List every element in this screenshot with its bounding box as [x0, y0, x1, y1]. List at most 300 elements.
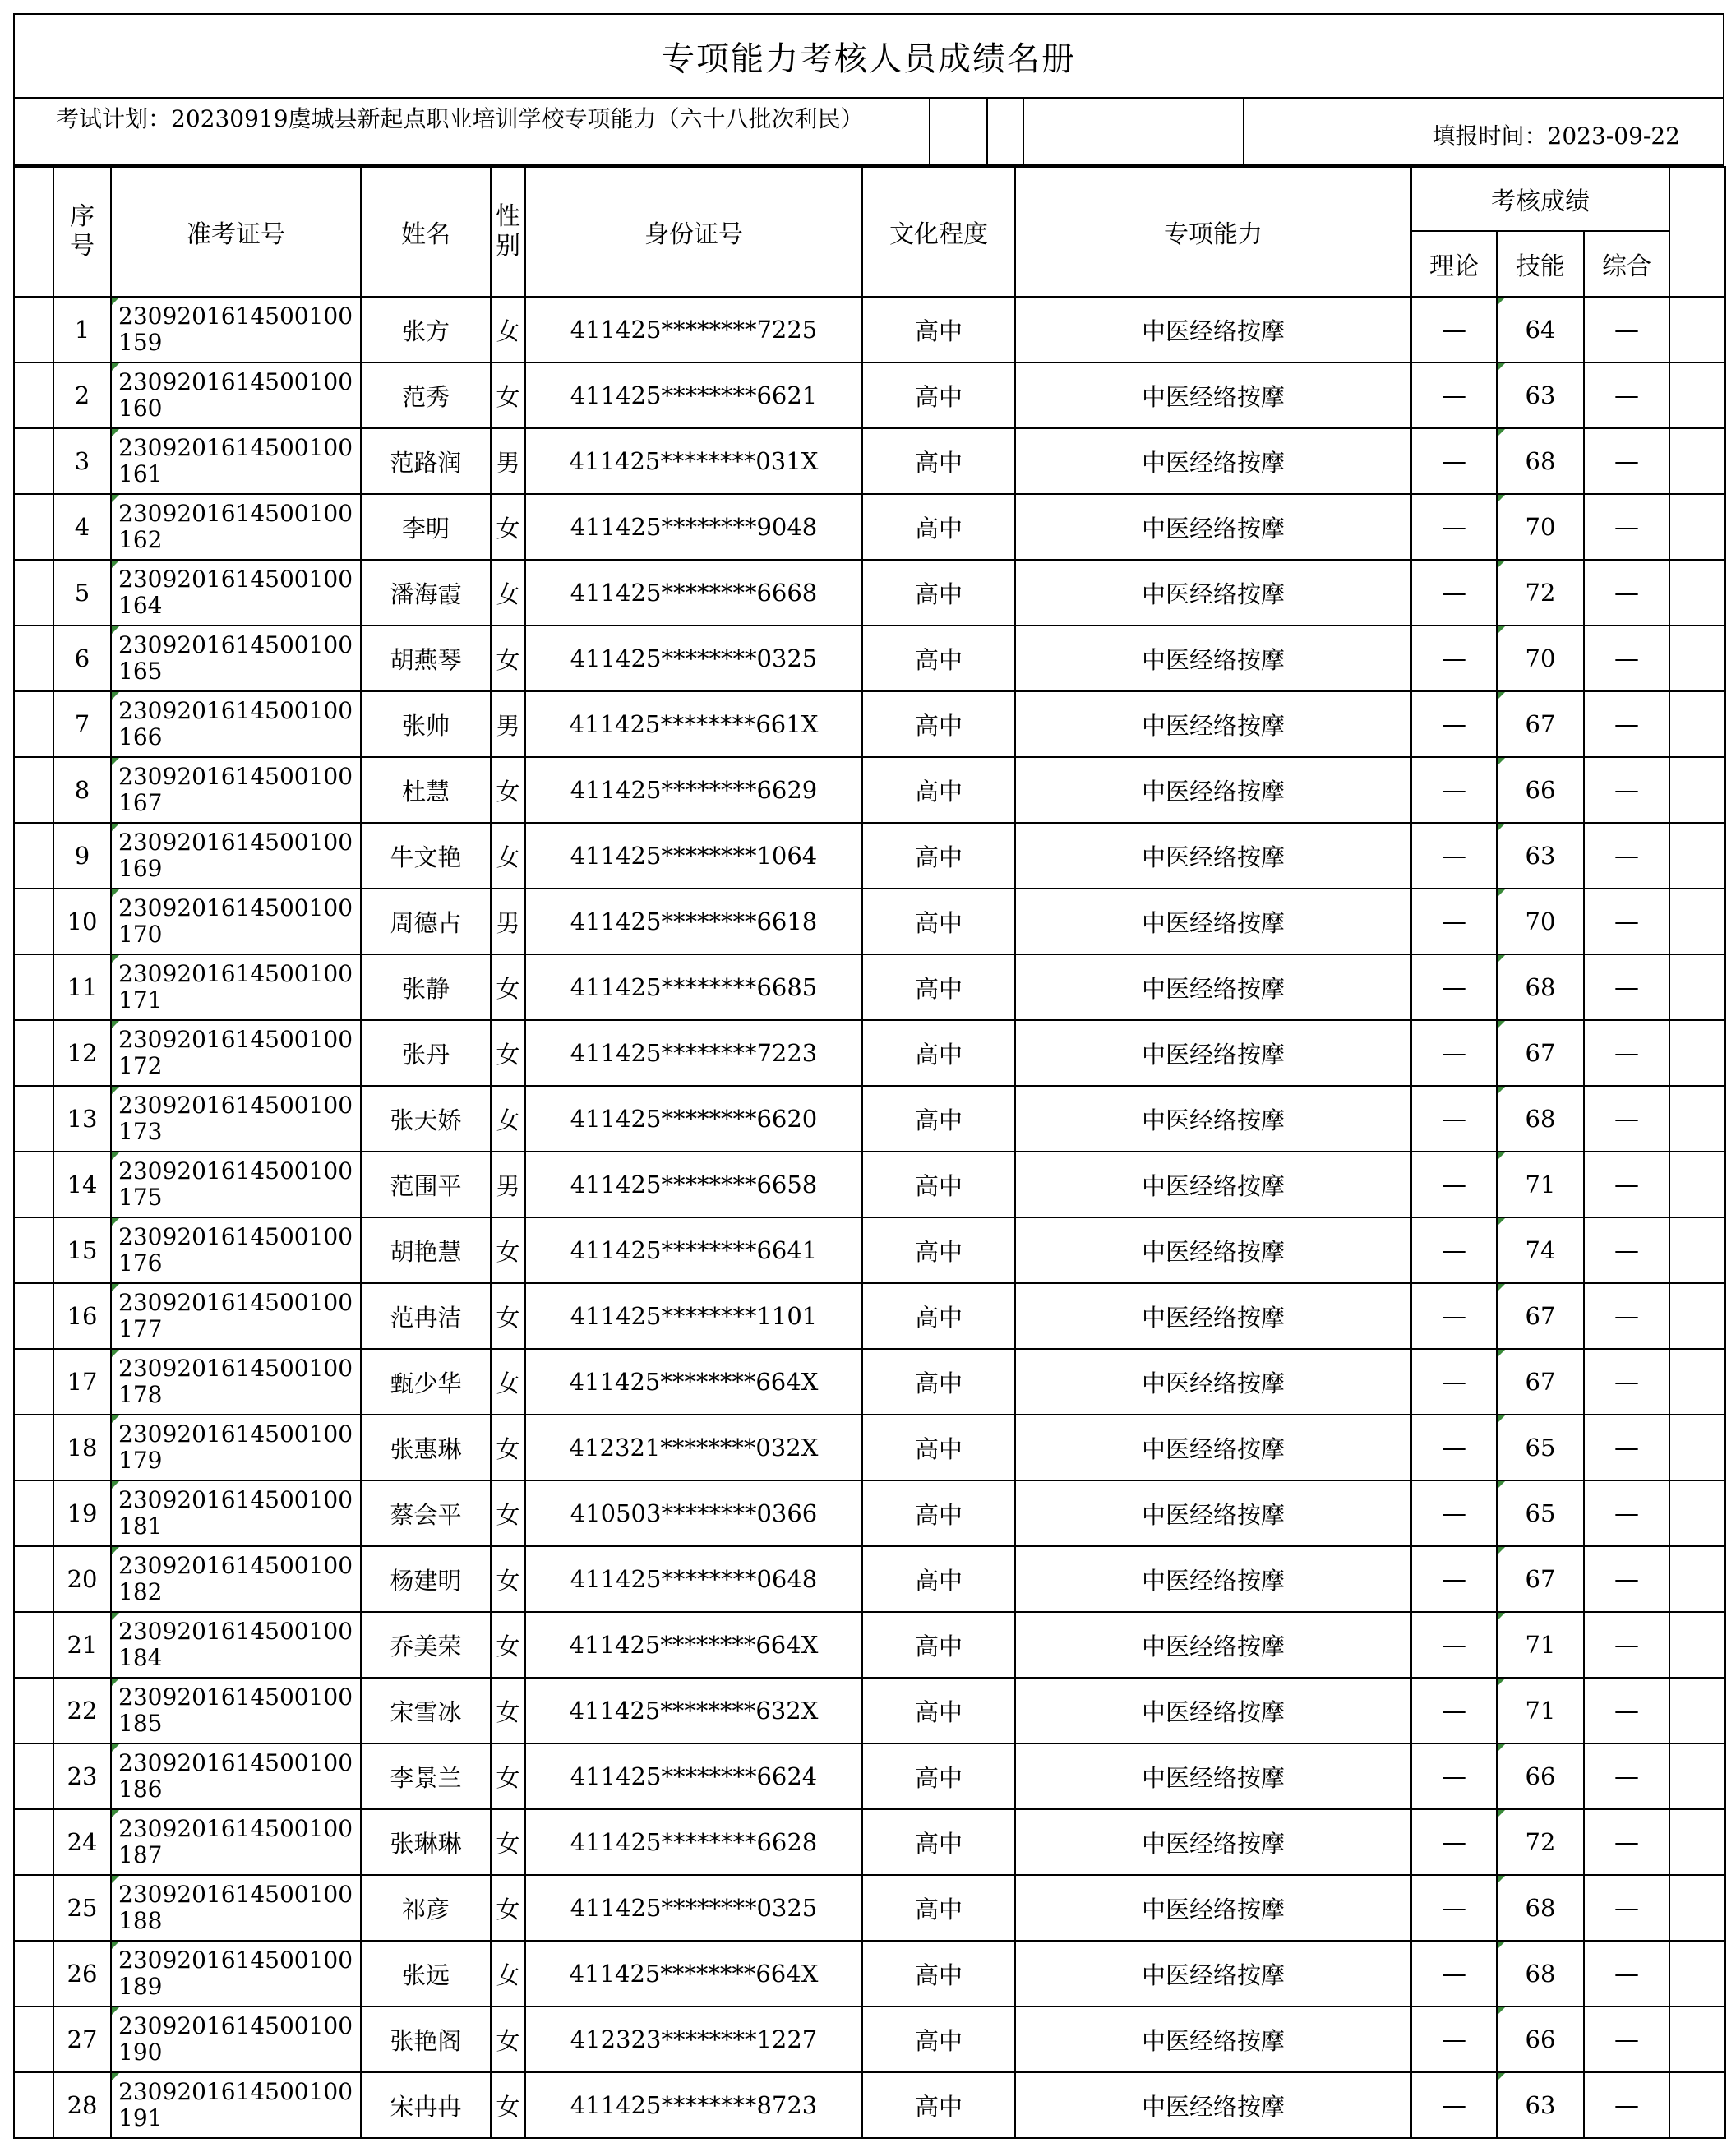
cell-ticket: 2309201614500100170 — [111, 889, 361, 954]
cell-name: 胡艳慧 — [361, 1217, 491, 1283]
cell-major: 中医经络按摩 — [1015, 1020, 1411, 1086]
cell-overall: — — [1584, 1152, 1669, 1217]
cell-name: 甄少华 — [361, 1349, 491, 1415]
cell-seq: 19 — [53, 1480, 111, 1546]
cell-skill: 63 — [1497, 2072, 1584, 2138]
cell-skill: 67 — [1497, 1349, 1584, 1415]
cell-skill: 64 — [1497, 297, 1584, 363]
cell-seq: 9 — [53, 823, 111, 889]
cell-edu: 高中 — [862, 823, 1015, 889]
cell-sex: 女 — [491, 560, 525, 626]
cell-overall: — — [1584, 1349, 1669, 1415]
header-theory: 理论 — [1411, 231, 1497, 297]
cell-edu: 高中 — [862, 2072, 1015, 2138]
cell-ticket: 2309201614500100164 — [111, 560, 361, 626]
cell-overall: — — [1584, 691, 1669, 757]
cell-name: 李景兰 — [361, 1743, 491, 1809]
cell-major: 中医经络按摩 — [1015, 297, 1411, 363]
blank-cell — [14, 691, 53, 757]
cell-sex: 女 — [491, 1612, 525, 1678]
blank-cell — [1669, 889, 1725, 954]
blank-cell — [1669, 2007, 1725, 2072]
cell-edu: 高中 — [862, 1941, 1015, 2007]
blank-cell — [1669, 1349, 1725, 1415]
cell-ticket: 2309201614500100173 — [111, 1086, 361, 1152]
blank-cell — [1669, 167, 1725, 297]
cell-seq: 22 — [53, 1678, 111, 1743]
table-row — [14, 757, 1725, 823]
blank-cell — [1669, 1020, 1725, 1086]
cell-seq: 16 — [53, 1283, 111, 1349]
cell-edu: 高中 — [862, 2007, 1015, 2072]
table-row — [14, 626, 1725, 691]
cell-overall: — — [1584, 889, 1669, 954]
divider — [1023, 99, 1024, 164]
blank-cell — [14, 1086, 53, 1152]
cell-edu: 高中 — [862, 1349, 1015, 1415]
cell-edu: 高中 — [862, 1415, 1015, 1480]
cell-theory: — — [1411, 1612, 1497, 1678]
blank-cell — [14, 1415, 53, 1480]
cell-id: 411425********1064 — [525, 823, 862, 889]
cell-seq: 10 — [53, 889, 111, 954]
blank-cell — [1669, 1678, 1725, 1743]
header-major: 专项能力 — [1015, 167, 1411, 297]
cell-skill: 70 — [1497, 494, 1584, 560]
cell-sex: 女 — [491, 954, 525, 1020]
cell-major: 中医经络按摩 — [1015, 2072, 1411, 2138]
blank-cell — [1669, 1809, 1725, 1875]
cell-overall: — — [1584, 1415, 1669, 1480]
blank-cell — [1669, 1415, 1725, 1480]
blank-cell — [14, 1875, 53, 1941]
cell-major: 中医经络按摩 — [1015, 1809, 1411, 1875]
cell-id: 411425********6618 — [525, 889, 862, 954]
blank-cell — [14, 1283, 53, 1349]
cell-name: 张琳琳 — [361, 1809, 491, 1875]
cell-overall: — — [1584, 757, 1669, 823]
cell-skill: 67 — [1497, 1020, 1584, 1086]
blank-cell — [1669, 1941, 1725, 2007]
cell-seq: 27 — [53, 2007, 111, 2072]
cell-major: 中医经络按摩 — [1015, 626, 1411, 691]
cell-skill: 71 — [1497, 1152, 1584, 1217]
cell-seq: 8 — [53, 757, 111, 823]
table-row — [14, 1152, 1725, 1217]
cell-ticket: 2309201614500100167 — [111, 757, 361, 823]
cell-name: 潘海霞 — [361, 560, 491, 626]
cell-edu: 高中 — [862, 691, 1015, 757]
cell-skill: 70 — [1497, 889, 1584, 954]
cell-seq: 25 — [53, 1875, 111, 1941]
fill-time: 填报时间：2023-09-22 — [1432, 122, 1680, 150]
cell-name: 张远 — [361, 1941, 491, 2007]
blank-cell — [1669, 823, 1725, 889]
cell-id: 412323********1227 — [525, 2007, 862, 2072]
cell-ticket: 2309201614500100189 — [111, 1941, 361, 2007]
cell-theory: — — [1411, 1415, 1497, 1480]
exam-plan-label: 考试计划：20230919虞城县新起点职业培训学校专项能力（六十八批次利民） — [56, 105, 864, 132]
page-title: 专项能力考核人员成绩名册 — [13, 13, 1724, 99]
cell-overall: — — [1584, 823, 1669, 889]
cell-major: 中医经络按摩 — [1015, 1283, 1411, 1349]
cell-skill: 67 — [1497, 691, 1584, 757]
cell-sex: 女 — [491, 1020, 525, 1086]
cell-theory: — — [1411, 1941, 1497, 2007]
cell-skill: 74 — [1497, 1217, 1584, 1283]
cell-sex: 女 — [491, 494, 525, 560]
cell-sex: 女 — [491, 823, 525, 889]
cell-edu: 高中 — [862, 757, 1015, 823]
cell-major: 中医经络按摩 — [1015, 823, 1411, 889]
cell-seq: 13 — [53, 1086, 111, 1152]
cell-major: 中医经络按摩 — [1015, 954, 1411, 1020]
cell-edu: 高中 — [862, 1743, 1015, 1809]
cell-skill: 65 — [1497, 1480, 1584, 1546]
table-row — [14, 428, 1725, 494]
cell-theory: — — [1411, 1020, 1497, 1086]
cell-seq: 18 — [53, 1415, 111, 1480]
blank-cell — [1669, 1743, 1725, 1809]
cell-seq: 7 — [53, 691, 111, 757]
cell-edu: 高中 — [862, 560, 1015, 626]
cell-ticket: 2309201614500100176 — [111, 1217, 361, 1283]
cell-id: 411425********664X — [525, 1612, 862, 1678]
cell-name: 范路润 — [361, 428, 491, 494]
cell-name: 祁彦 — [361, 1875, 491, 1941]
blank-cell — [1669, 757, 1725, 823]
table-row — [14, 297, 1725, 363]
cell-theory: — — [1411, 1349, 1497, 1415]
cell-major: 中医经络按摩 — [1015, 691, 1411, 757]
cell-edu: 高中 — [862, 494, 1015, 560]
cell-major: 中医经络按摩 — [1015, 1152, 1411, 1217]
cell-skill: 65 — [1497, 1415, 1584, 1480]
cell-major: 中医经络按摩 — [1015, 1743, 1411, 1809]
cell-theory: — — [1411, 1152, 1497, 1217]
cell-edu: 高中 — [862, 428, 1015, 494]
cell-id: 411425********7225 — [525, 297, 862, 363]
header-edu: 文化程度 — [862, 167, 1015, 297]
cell-major: 中医经络按摩 — [1015, 1480, 1411, 1546]
cell-name: 李明 — [361, 494, 491, 560]
cell-seq: 5 — [53, 560, 111, 626]
cell-theory: — — [1411, 1875, 1497, 1941]
cell-overall: — — [1584, 494, 1669, 560]
cell-edu: 高中 — [862, 1612, 1015, 1678]
table-row — [14, 823, 1725, 889]
blank-cell — [14, 2072, 53, 2138]
cell-id: 411425********7223 — [525, 1020, 862, 1086]
cell-id: 411425********6685 — [525, 954, 862, 1020]
cell-seq: 1 — [53, 297, 111, 363]
cell-overall: — — [1584, 1743, 1669, 1809]
cell-skill: 63 — [1497, 823, 1584, 889]
cell-name: 杨建明 — [361, 1546, 491, 1612]
header-skill: 技能 — [1497, 231, 1584, 297]
cell-sex: 女 — [491, 297, 525, 363]
cell-theory: — — [1411, 363, 1497, 428]
blank-cell — [1669, 1283, 1725, 1349]
cell-edu: 高中 — [862, 1809, 1015, 1875]
cell-ticket: 2309201614500100187 — [111, 1809, 361, 1875]
cell-overall: — — [1584, 954, 1669, 1020]
blank-cell — [14, 889, 53, 954]
cell-overall: — — [1584, 363, 1669, 428]
cell-theory: — — [1411, 691, 1497, 757]
cell-ticket: 2309201614500100166 — [111, 691, 361, 757]
blank-cell — [14, 1152, 53, 1217]
cell-sex: 女 — [491, 1480, 525, 1546]
cell-skill: 72 — [1497, 1809, 1584, 1875]
cell-major: 中医经络按摩 — [1015, 428, 1411, 494]
cell-edu: 高中 — [862, 954, 1015, 1020]
cell-seq: 4 — [53, 494, 111, 560]
cell-sex: 女 — [491, 1941, 525, 2007]
cell-major: 中医经络按摩 — [1015, 1546, 1411, 1612]
cell-major: 中医经络按摩 — [1015, 1217, 1411, 1283]
header-name: 姓名 — [361, 167, 491, 297]
cell-skill: 72 — [1497, 560, 1584, 626]
cell-id: 412321********032X — [525, 1415, 862, 1480]
divider — [929, 99, 930, 164]
blank-cell — [14, 1480, 53, 1546]
blank-cell — [14, 1020, 53, 1086]
cell-seq: 20 — [53, 1546, 111, 1612]
table-row — [14, 2007, 1725, 2072]
cell-name: 范冉洁 — [361, 1283, 491, 1349]
cell-ticket: 2309201614500100177 — [111, 1283, 361, 1349]
cell-sex: 女 — [491, 1809, 525, 1875]
cell-seq: 28 — [53, 2072, 111, 2138]
cell-skill: 67 — [1497, 1546, 1584, 1612]
divider — [1243, 99, 1244, 164]
cell-theory: — — [1411, 428, 1497, 494]
cell-seq: 6 — [53, 626, 111, 691]
cell-ticket: 2309201614500100186 — [111, 1743, 361, 1809]
cell-sex: 女 — [491, 1546, 525, 1612]
cell-overall: — — [1584, 1480, 1669, 1546]
cell-seq: 21 — [53, 1612, 111, 1678]
cell-name: 杜慧 — [361, 757, 491, 823]
cell-major: 中医经络按摩 — [1015, 1086, 1411, 1152]
blank-cell — [14, 167, 53, 297]
cell-skill: 66 — [1497, 757, 1584, 823]
cell-sex: 男 — [491, 1152, 525, 1217]
cell-sex: 女 — [491, 363, 525, 428]
table-row — [14, 1217, 1725, 1283]
blank-cell — [1669, 1086, 1725, 1152]
cell-name: 胡燕琴 — [361, 626, 491, 691]
cell-sex: 女 — [491, 1217, 525, 1283]
cell-name: 周德占 — [361, 889, 491, 954]
cell-name: 蔡会平 — [361, 1480, 491, 1546]
cell-major: 中医经络按摩 — [1015, 1349, 1411, 1415]
cell-edu: 高中 — [862, 297, 1015, 363]
blank-cell — [14, 494, 53, 560]
cell-name: 牛文艳 — [361, 823, 491, 889]
cell-overall: — — [1584, 297, 1669, 363]
cell-major: 中医经络按摩 — [1015, 1415, 1411, 1480]
cell-overall: — — [1584, 2007, 1669, 2072]
table-row — [14, 1283, 1725, 1349]
cell-major: 中医经络按摩 — [1015, 757, 1411, 823]
cell-id: 411425********664X — [525, 1941, 862, 2007]
cell-skill: 70 — [1497, 626, 1584, 691]
cell-overall: — — [1584, 560, 1669, 626]
cell-ticket: 2309201614500100171 — [111, 954, 361, 1020]
cell-theory: — — [1411, 626, 1497, 691]
cell-overall: — — [1584, 1678, 1669, 1743]
cell-edu: 高中 — [862, 626, 1015, 691]
cell-theory: — — [1411, 2007, 1497, 2072]
cell-ticket: 2309201614500100162 — [111, 494, 361, 560]
cell-overall: — — [1584, 626, 1669, 691]
blank-cell — [14, 1809, 53, 1875]
cell-theory: — — [1411, 1283, 1497, 1349]
cell-overall: — — [1584, 428, 1669, 494]
cell-major: 中医经络按摩 — [1015, 363, 1411, 428]
header-overall: 综合 — [1584, 231, 1669, 297]
divider — [986, 99, 988, 164]
table-row — [14, 1480, 1725, 1546]
table-row — [14, 1875, 1725, 1941]
cell-seq: 14 — [53, 1152, 111, 1217]
cell-skill: 68 — [1497, 428, 1584, 494]
cell-ticket: 2309201614500100179 — [111, 1415, 361, 1480]
blank-cell — [14, 626, 53, 691]
cell-skill: 68 — [1497, 954, 1584, 1020]
table-row — [14, 889, 1725, 954]
cell-id: 411425********632X — [525, 1678, 862, 1743]
roster-sheet — [13, 13, 1724, 2139]
cell-overall: — — [1584, 2072, 1669, 2138]
table-row — [14, 691, 1725, 757]
blank-cell — [14, 1678, 53, 1743]
cell-name: 宋雪冰 — [361, 1678, 491, 1743]
blank-cell — [1669, 1612, 1725, 1678]
cell-theory: — — [1411, 297, 1497, 363]
cell-seq: 2 — [53, 363, 111, 428]
cell-ticket: 2309201614500100165 — [111, 626, 361, 691]
score-table — [13, 166, 1726, 2139]
blank-cell — [14, 363, 53, 428]
blank-cell — [14, 1546, 53, 1612]
cell-ticket: 2309201614500100178 — [111, 1349, 361, 1415]
blank-cell — [14, 1941, 53, 2007]
cell-name: 张惠琳 — [361, 1415, 491, 1480]
cell-name: 张艳阁 — [361, 2007, 491, 2072]
header-sex: 性别 — [491, 167, 525, 297]
blank-cell — [14, 823, 53, 889]
cell-major: 中医经络按摩 — [1015, 1875, 1411, 1941]
cell-ticket: 2309201614500100169 — [111, 823, 361, 889]
cell-seq: 11 — [53, 954, 111, 1020]
cell-skill: 66 — [1497, 2007, 1584, 2072]
cell-ticket: 2309201614500100160 — [111, 363, 361, 428]
cell-id: 411425********6620 — [525, 1086, 862, 1152]
cell-overall: — — [1584, 1217, 1669, 1283]
cell-major: 中医经络按摩 — [1015, 1941, 1411, 2007]
cell-overall: — — [1584, 1283, 1669, 1349]
cell-id: 411425********6658 — [525, 1152, 862, 1217]
cell-theory: — — [1411, 1809, 1497, 1875]
cell-name: 张丹 — [361, 1020, 491, 1086]
cell-edu: 高中 — [862, 363, 1015, 428]
cell-edu: 高中 — [862, 1283, 1015, 1349]
cell-sex: 女 — [491, 757, 525, 823]
cell-overall: — — [1584, 1809, 1669, 1875]
header-id: 身份证号 — [525, 167, 862, 297]
blank-cell — [14, 297, 53, 363]
cell-id: 411425********664X — [525, 1349, 862, 1415]
cell-id: 411425********031X — [525, 428, 862, 494]
cell-ticket: 2309201614500100184 — [111, 1612, 361, 1678]
blank-cell — [1669, 954, 1725, 1020]
table-row — [14, 494, 1725, 560]
cell-theory: — — [1411, 2072, 1497, 2138]
cell-sex: 女 — [491, 1283, 525, 1349]
cell-ticket: 2309201614500100172 — [111, 1020, 361, 1086]
cell-name: 范围平 — [361, 1152, 491, 1217]
cell-sex: 女 — [491, 626, 525, 691]
table-row — [14, 363, 1725, 428]
cell-edu: 高中 — [862, 1875, 1015, 1941]
cell-name: 宋冉冉 — [361, 2072, 491, 2138]
cell-seq: 3 — [53, 428, 111, 494]
cell-name: 张天娇 — [361, 1086, 491, 1152]
table-row — [14, 1086, 1725, 1152]
blank-cell — [1669, 494, 1725, 560]
cell-major: 中医经络按摩 — [1015, 1678, 1411, 1743]
cell-edu: 高中 — [862, 1086, 1015, 1152]
table-row — [14, 1809, 1725, 1875]
cell-sex: 男 — [491, 428, 525, 494]
cell-sex: 女 — [491, 1415, 525, 1480]
cell-id: 411425********6624 — [525, 1743, 862, 1809]
blank-cell — [14, 1612, 53, 1678]
cell-id: 411425********0325 — [525, 1875, 862, 1941]
cell-overall: — — [1584, 1086, 1669, 1152]
cell-sex: 女 — [491, 1086, 525, 1152]
cell-ticket: 2309201614500100188 — [111, 1875, 361, 1941]
cell-ticket: 2309201614500100182 — [111, 1546, 361, 1612]
cell-theory: — — [1411, 1217, 1497, 1283]
cell-sex: 女 — [491, 2072, 525, 2138]
cell-seq: 12 — [53, 1020, 111, 1086]
cell-ticket: 2309201614500100161 — [111, 428, 361, 494]
cell-id: 411425********661X — [525, 691, 862, 757]
cell-sex: 女 — [491, 2007, 525, 2072]
cell-edu: 高中 — [862, 1480, 1015, 1546]
cell-edu: 高中 — [862, 1020, 1015, 1086]
blank-cell — [1669, 1875, 1725, 1941]
table-row — [14, 1941, 1725, 2007]
blank-cell — [14, 1217, 53, 1283]
cell-id: 410503********0366 — [525, 1480, 862, 1546]
cell-theory: — — [1411, 494, 1497, 560]
blank-cell — [1669, 1480, 1725, 1546]
cell-skill: 71 — [1497, 1612, 1584, 1678]
cell-id: 411425********6621 — [525, 363, 862, 428]
header-seq: 序号 — [53, 167, 111, 297]
cell-id: 411425********8723 — [525, 2072, 862, 2138]
cell-overall: — — [1584, 1941, 1669, 2007]
cell-theory: — — [1411, 1546, 1497, 1612]
cell-theory: — — [1411, 889, 1497, 954]
cell-sex: 女 — [491, 1349, 525, 1415]
cell-ticket: 2309201614500100181 — [111, 1480, 361, 1546]
